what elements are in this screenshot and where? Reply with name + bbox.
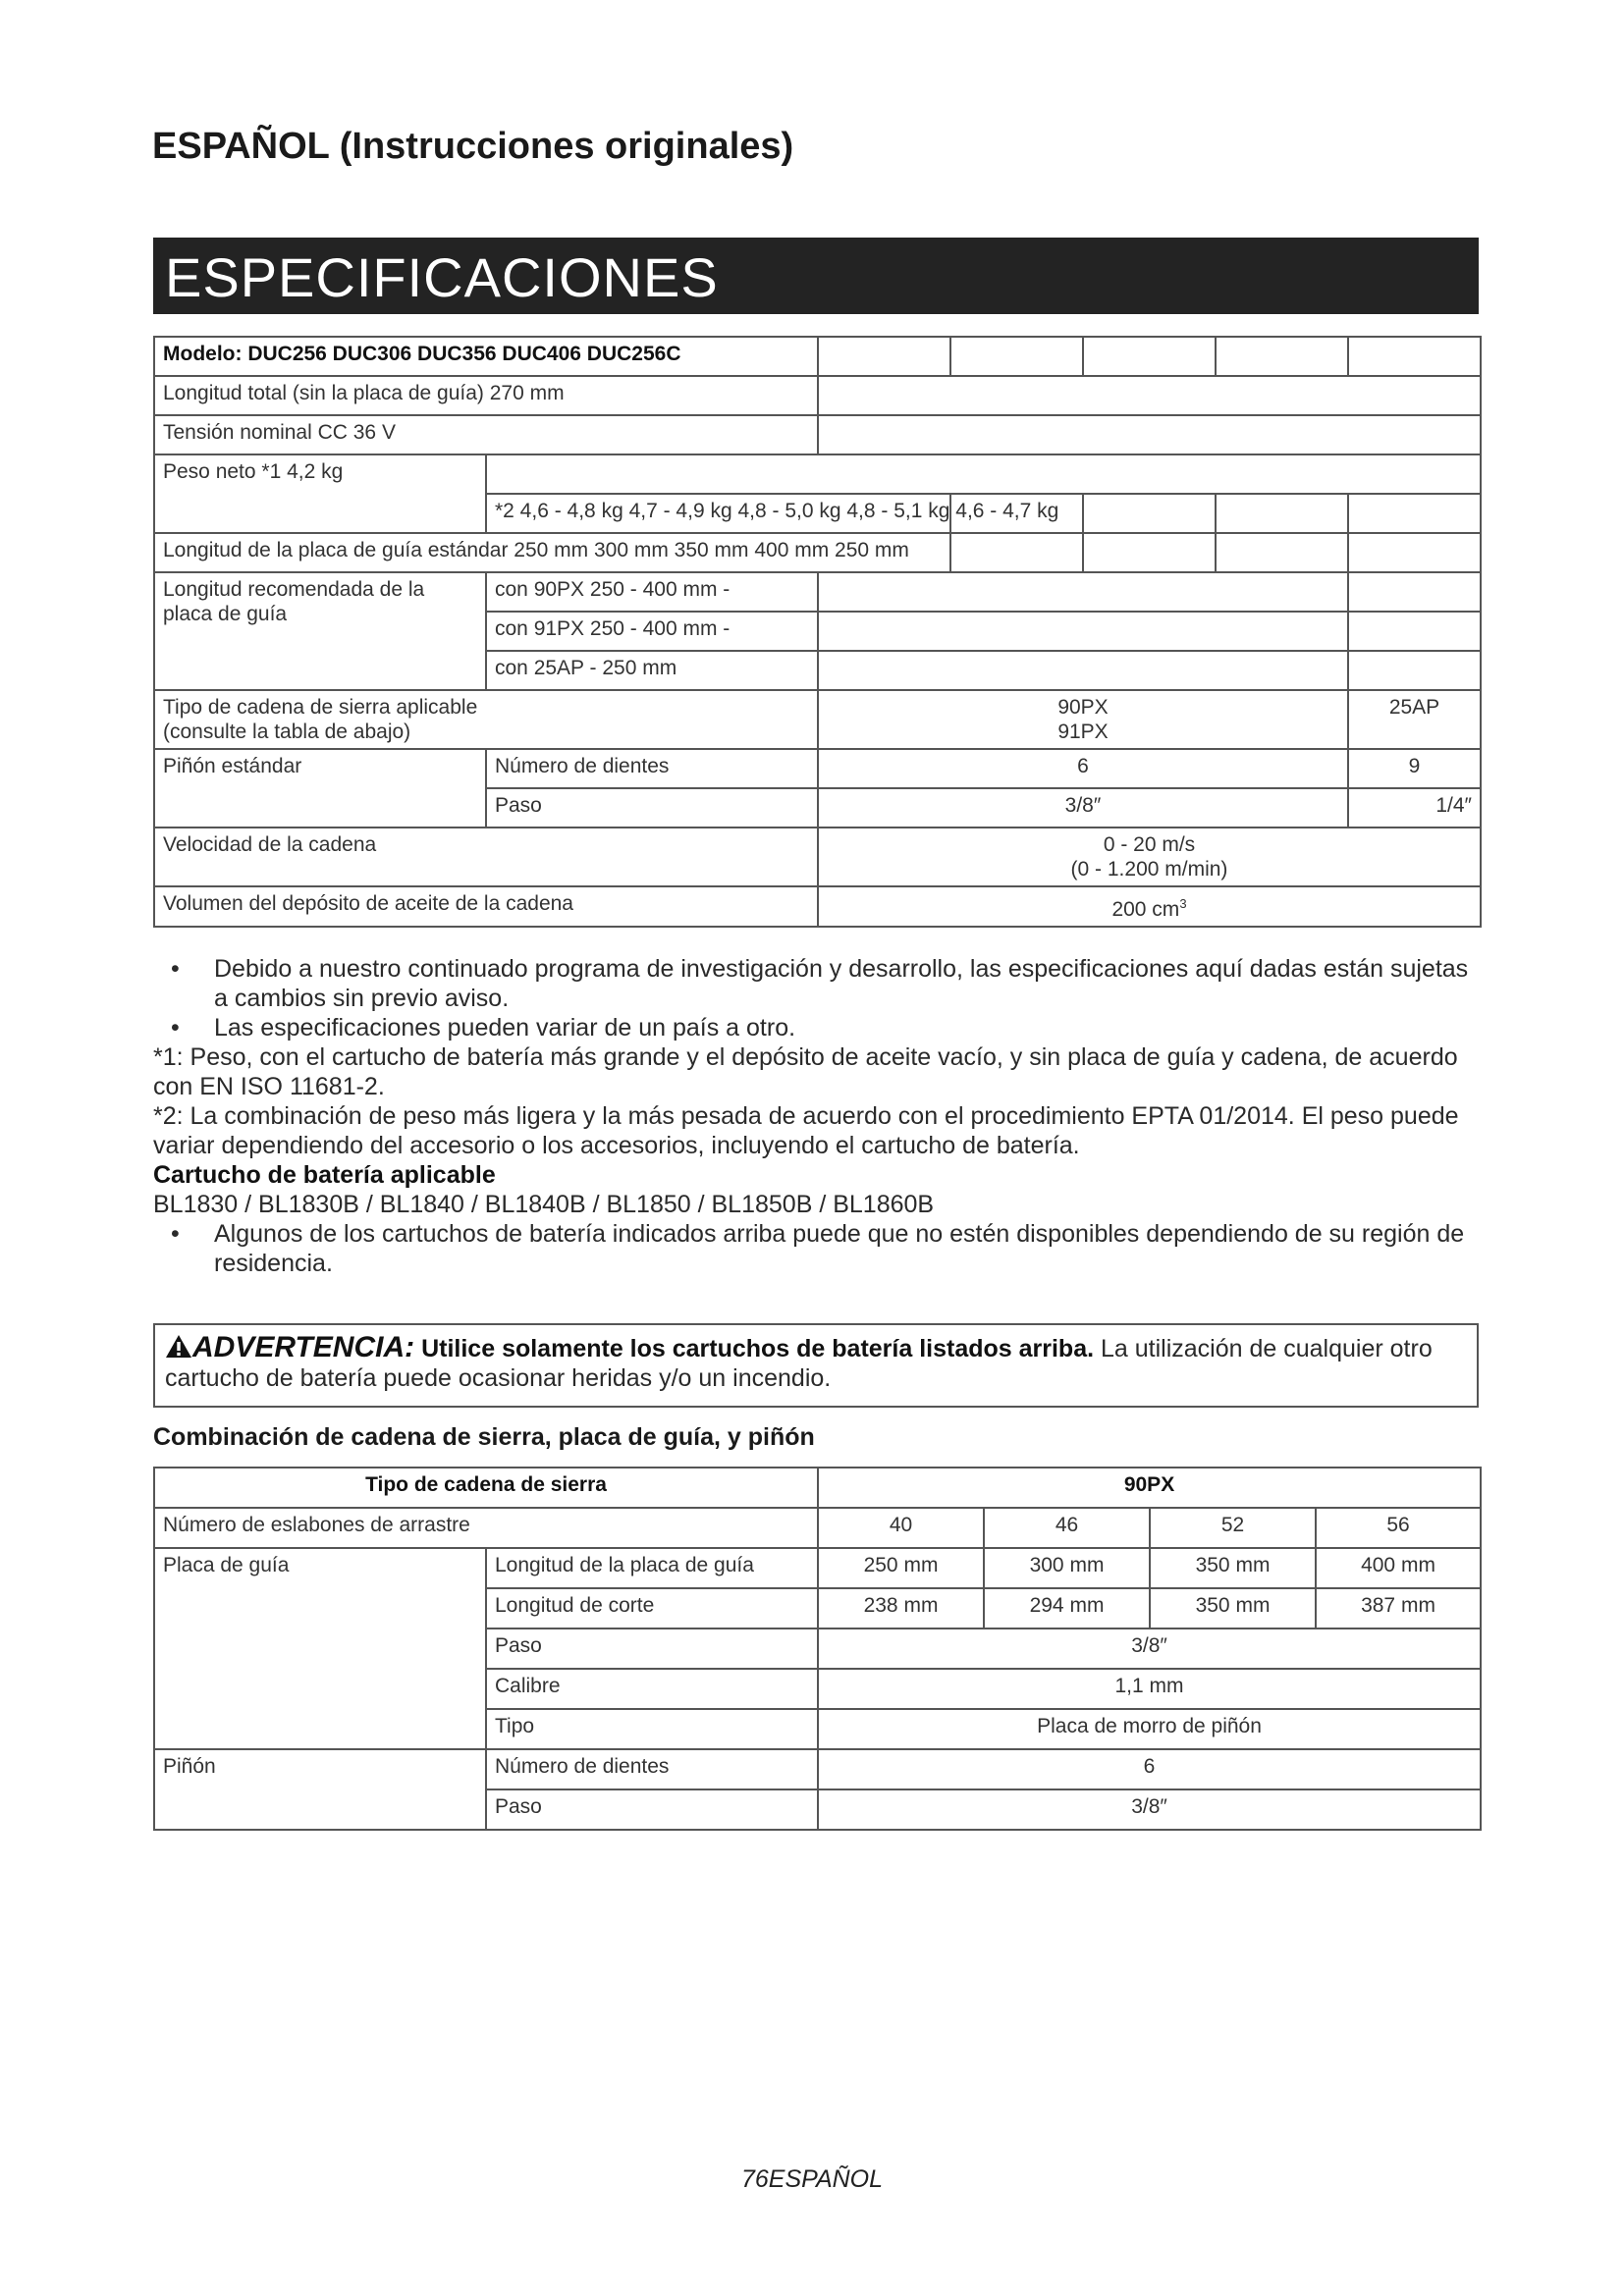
sprocket-label: Piñón <box>154 1749 486 1830</box>
empty-cell <box>1348 651 1481 690</box>
chain-type-label <box>154 690 818 749</box>
rec-91px-cell: con 91PX 250 - 400 mm - <box>486 612 818 651</box>
rec-25ap-cell: con 25AP - 250 mm <box>486 651 818 690</box>
empty-cell <box>1216 494 1348 533</box>
chain-type-label-line: (consulte la tabla de abajo) <box>163 721 411 743</box>
pitch-label: Paso <box>486 788 818 828</box>
empty-cell <box>1216 533 1348 572</box>
warning-bold: Utilice solamente los cartuchos de batería listados arriba. <box>421 1335 1095 1362</box>
empty-cell <box>818 337 950 376</box>
teeth-label: Número de dientes <box>486 749 818 788</box>
table-row <box>154 415 1481 454</box>
drive-links-value: 52 <box>1150 1508 1316 1548</box>
gauge-label: Calibre <box>486 1669 818 1709</box>
drive-links-value: 46 <box>984 1508 1150 1548</box>
teeth-b: 9 <box>1348 749 1481 788</box>
table-row <box>154 690 1481 749</box>
sprocket-pitch-label: Paso <box>486 1789 818 1830</box>
footnote: *1: Peso, con el cartucho de batería más grande y el depósito de aceite vacío, y sin placa de guía y cadena, de acuerdo con EN ISO 11681-2. <box>153 1043 1458 1100</box>
empty-cell <box>1083 494 1216 533</box>
table-row <box>154 886 1481 927</box>
table-row <box>154 572 1481 612</box>
oil-tank-label: Volumen del depósito de aceite de la cadena <box>154 886 818 927</box>
chain-speed-line: 0 - 20 m/s <box>1103 833 1196 856</box>
chain-speed-line: (0 - 1.200 m/min) <box>1070 858 1228 881</box>
chain-type-b: 25AP <box>1348 690 1481 749</box>
table-row <box>154 533 1481 572</box>
note-bullet: • Las especificaciones pueden variar de un país a otro. <box>153 1013 1479 1042</box>
footnote: *2: La combinación de peso más ligera y la más pesada de acuerdo con el procedimiento EPTA 01/2014. El peso puede variar dependiendo del accesorio o los accesorios, incluyendo el cartucho de batería. <box>153 1102 1459 1159</box>
gauge-value: 1,1 mm <box>818 1669 1481 1709</box>
bar-length-value: 300 mm <box>984 1548 1150 1588</box>
battery-heading: Cartucho de batería aplicable <box>153 1161 496 1189</box>
empty-cell <box>818 612 1348 651</box>
guide-bar-label: Placa de guía <box>154 1548 486 1749</box>
empty-cell <box>818 376 1481 415</box>
rec-90px-cell: con 90PX 250 - 400 mm - <box>486 572 818 612</box>
empty-cell <box>1348 572 1481 612</box>
sprocket-teeth-label: Número de dientes <box>486 1749 818 1789</box>
bar-type-label: Tipo <box>486 1709 818 1749</box>
model-cell: Modelo: DUC256 DUC306 DUC356 DUC406 DUC256C <box>154 337 818 376</box>
cut-length-value: 294 mm <box>984 1588 1150 1629</box>
cut-length-label: Longitud de corte <box>486 1588 818 1629</box>
warning-head: ADVERTENCIA: <box>192 1331 415 1363</box>
bar-length-value: 250 mm <box>818 1548 984 1588</box>
bar-pitch-label: Paso <box>486 1629 818 1669</box>
combo-header-value: 90PX <box>818 1468 1481 1508</box>
teeth-a: 6 <box>818 749 1348 788</box>
warning-triangle-icon <box>165 1334 192 1359</box>
bar-length-label: Longitud de la placa de guía <box>486 1548 818 1588</box>
battery-list: BL1830 / BL1830B / BL1840 / BL1840B / BL1850 / BL1850B / BL1860B <box>153 1191 935 1218</box>
rated-voltage-cell: Tensión nominal CC 36 V <box>154 415 818 454</box>
cut-length-value: 387 mm <box>1316 1588 1481 1629</box>
empty-cell <box>1348 494 1481 533</box>
chain-type-label-line: Tipo de cadena de sierra aplicable <box>163 696 478 719</box>
oil-tank-value-cell <box>818 886 1481 927</box>
table-row <box>154 454 1481 494</box>
empty-cell <box>1348 337 1481 376</box>
empty-cell <box>818 572 1348 612</box>
oil-tank-unit-superscript: 3 <box>1179 896 1187 911</box>
table-row <box>154 1548 1481 1588</box>
page-title: ESPAÑOL (Instrucciones originales) <box>152 126 794 167</box>
sprocket-teeth-value: 6 <box>818 1749 1481 1789</box>
table-row <box>154 749 1481 788</box>
specifications-banner <box>153 238 1479 314</box>
pitch-a: 3/8″ <box>818 788 1348 828</box>
page-footer: 76ESPAÑOL <box>740 2165 884 2193</box>
bar-pitch-value: 3/8″ <box>818 1629 1481 1669</box>
drive-links-value: 40 <box>818 1508 984 1548</box>
chain-type-value: 91PX <box>1057 721 1109 743</box>
empty-cell <box>950 533 1083 572</box>
chain-type-a <box>818 690 1348 749</box>
empty-cell <box>818 651 1348 690</box>
specifications-banner-title: ESPECIFICACIONES <box>165 246 719 308</box>
net-weight-label: Peso neto *1 4,2 kg <box>154 454 486 533</box>
empty-cell <box>1348 533 1481 572</box>
warning-body: La utilización de cualquier otro cartucho de batería puede ocasionar heridas y/o un incendio. <box>165 1335 1433 1392</box>
drive-links-value: 56 <box>1316 1508 1481 1548</box>
empty-cell <box>1348 612 1481 651</box>
chain-speed-value <box>818 828 1481 886</box>
overall-length-cell: Longitud total (sin la placa de guía) 270 mm <box>154 376 818 415</box>
empty-cell <box>950 337 1083 376</box>
rec-guide-bar-label: Longitud recomendada de la placa de guía <box>154 572 486 690</box>
empty-cell <box>1083 533 1216 572</box>
combo-header-label: Tipo de cadena de sierra <box>154 1468 818 1508</box>
table-row <box>154 1749 1481 1789</box>
table-row <box>154 1468 1481 1508</box>
chain-speed-label: Velocidad de la cadena <box>154 828 818 886</box>
warning-text <box>165 1333 1466 1393</box>
empty-cell <box>818 415 1481 454</box>
bar-type-value: Placa de morro de piñón <box>818 1709 1481 1749</box>
cut-length-value: 350 mm <box>1150 1588 1316 1629</box>
table-row <box>154 1508 1481 1548</box>
combination-table <box>153 1467 1482 1831</box>
empty-cell <box>1083 337 1216 376</box>
spec-notes <box>153 954 1479 1278</box>
weight-range-cell: *2 4,6 - 4,8 kg 4,7 - 4,9 kg 4,8 - 5,0 kg 4,8 - 5,1 kg 4,6 - 4,7 kg <box>486 494 950 533</box>
combo-heading: Combinación de cadena de sierra, placa de guía, y piñón <box>153 1423 815 1451</box>
empty-cell <box>1216 337 1348 376</box>
oil-tank-value: 200 cm <box>1111 898 1180 921</box>
std-sprocket-label: Piñón estándar <box>154 749 486 828</box>
chain-type-value: 90PX <box>1057 696 1109 719</box>
std-guide-bar-cell: Longitud de la placa de guía estándar 250 mm 300 mm 350 mm 400 mm 250 mm <box>154 533 950 572</box>
empty-cell <box>486 454 1481 494</box>
note-bullet: • Algunos de los cartuchos de batería indicados arriba puede que no estén disponibles dependiendo de su región de residencia. <box>153 1219 1479 1278</box>
table-row <box>154 337 1481 376</box>
cut-length-value: 238 mm <box>818 1588 984 1629</box>
specifications-table <box>153 336 1482 928</box>
pitch-b: 1/4″ <box>1348 788 1481 828</box>
note-bullet: • Debido a nuestro continuado programa de investigación y desarrollo, las especificaciones aquí dadas están sujetas a cambios sin previo aviso. <box>153 954 1479 1013</box>
table-row <box>154 828 1481 886</box>
bar-length-value: 400 mm <box>1316 1548 1481 1588</box>
sprocket-pitch-value: 3/8″ <box>818 1789 1481 1830</box>
table-row <box>154 376 1481 415</box>
bar-length-value: 350 mm <box>1150 1548 1316 1588</box>
drive-links-label: Número de eslabones de arrastre <box>154 1508 818 1548</box>
warning-box <box>153 1323 1479 1408</box>
